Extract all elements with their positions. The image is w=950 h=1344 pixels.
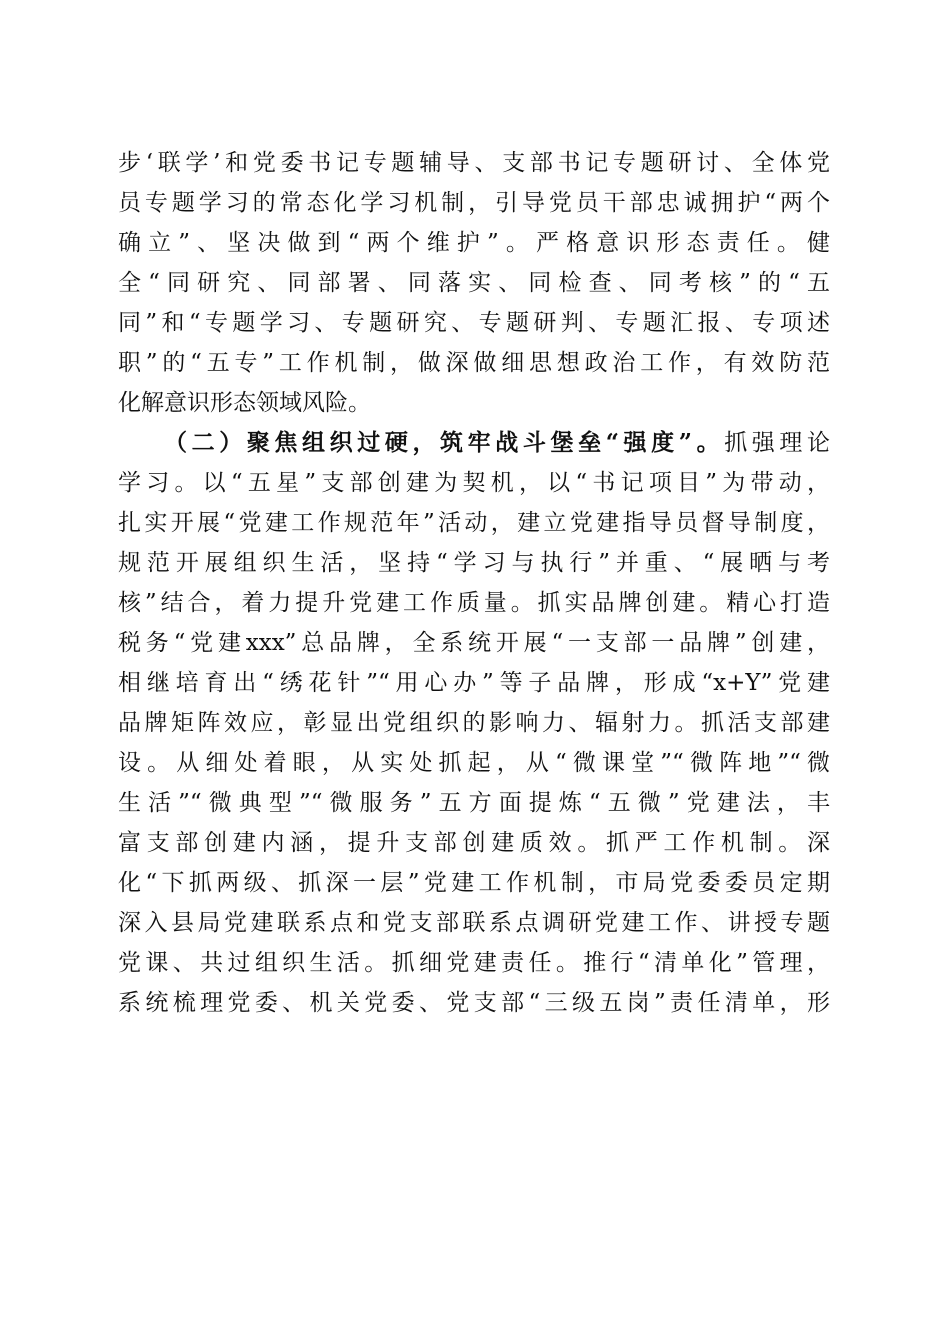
text-line: 党课、共过组织生活。抓细党建责任。推行“清单化”管理， — [118, 950, 830, 976]
text-line: 设。从细处着眼，从实处抓起，从“微课堂”“微阵地”“微 — [118, 750, 830, 776]
text-line: 确立”、坚决做到“两个维护”。严格意识形态责任。健 — [118, 230, 830, 256]
text-line: 同”和“专题学习、专题研究、专题研判、专题汇报、专项述 — [118, 310, 830, 336]
text-line: 生活”“微典型”“微服务”五方面提炼“五微”党建法，丰 — [118, 790, 830, 816]
text-span: 抓强理论 — [724, 430, 831, 456]
text-line: 核”结合，着力提升党建工作质量。抓实品牌创建。精心打造 — [118, 590, 830, 616]
text-line: 规范开展组织生活，坚持“学习与执行”并重、“展晒与考 — [118, 550, 830, 576]
text-line — [118, 423, 830, 463]
text-line: 深入县局党建联系点和党支部联系点调研党建工作、讲授专题 — [118, 910, 830, 936]
text-line: 相继培育出“绣花针”“用心办”等子品牌，形成“x+Y”党建 — [118, 670, 830, 696]
text-line: 学习。以“五星”支部创建为契机，以“书记项目”为带动， — [118, 470, 830, 496]
text-line: 职”的“五专”工作机制，做深做细思想政治工作，有效防范 — [118, 350, 830, 376]
document-body — [118, 143, 830, 1023]
text-line: 扎实开展“党建工作规范年”活动，建立党建指导员督导制度， — [118, 510, 830, 536]
paragraph-1 — [118, 143, 830, 423]
text-line: 化“下抓两级、抓深一层”党建工作机制，市局党委委员定期 — [118, 870, 830, 896]
section-heading: （二）聚焦组织过硬，筑牢战斗堡垒“强度”。 — [164, 429, 725, 456]
text-line: 品牌矩阵效应，彰显出党组织的影响力、辐射力。抓活支部建 — [118, 710, 830, 736]
text-line: 税务“党建xxx”总品牌，全系统开展“一支部一品牌”创建， — [118, 630, 830, 656]
text-line: 员专题学习的常态化学习机制，引导党员干部忠诚拥护“两个 — [118, 190, 830, 216]
text-line: 系统梳理党委、机关党委、党支部“三级五岗”责任清单，形 — [118, 990, 830, 1016]
text-line: 化解意识形态领域风险。 — [118, 390, 371, 416]
text-line: 步‘联学’和党委书记专题辅导、支部书记专题研讨、全体党 — [118, 150, 830, 176]
text-line: 富支部创建内涵，提升支部创建质效。抓严工作机制。深 — [118, 830, 830, 856]
text-line: 全“同研究、同部署、同落实、同检查、同考核”的“五 — [118, 270, 830, 296]
paragraph-2 — [118, 423, 830, 1023]
